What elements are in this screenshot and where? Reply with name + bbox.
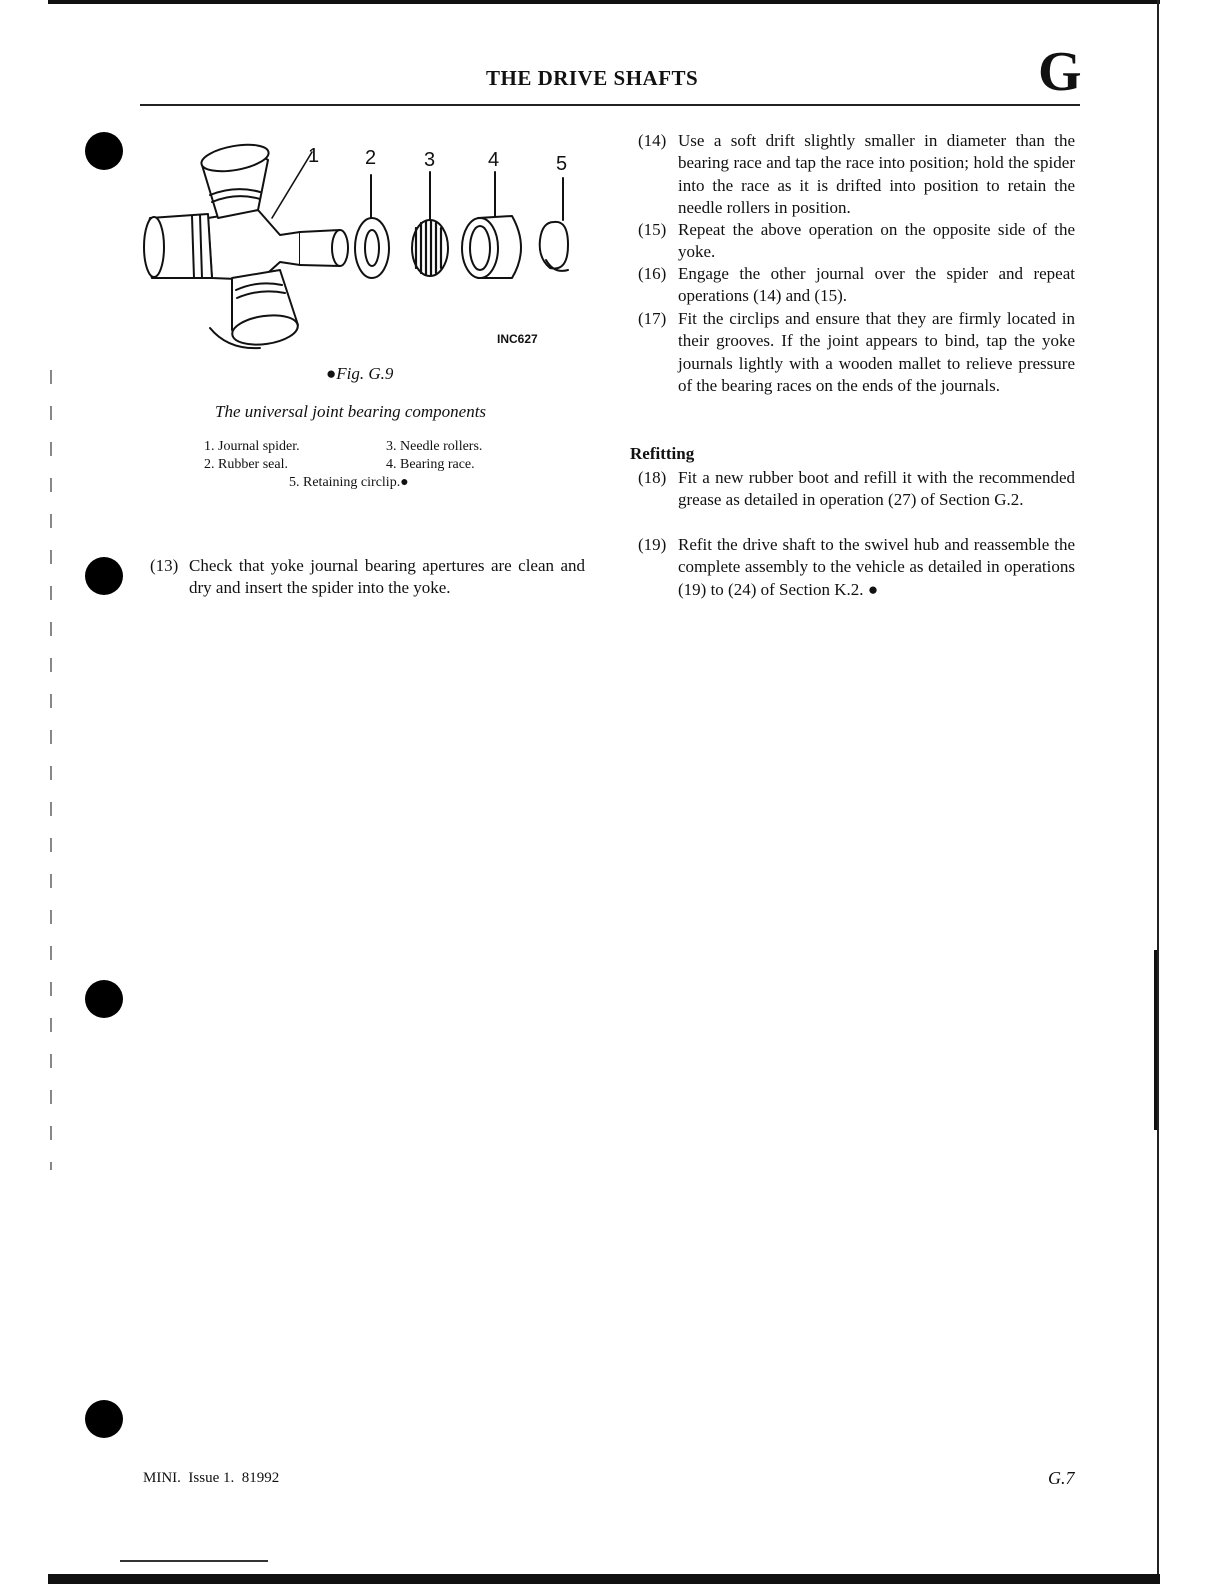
step-text: Check that yoke journal bearing apertures are clean and dry and insert the spider into the yoke. [189,556,585,598]
step-18 [638,467,1076,535]
callout-2: 2 [365,147,377,169]
step-number: (13) [150,556,179,575]
figure-ref-code: INC627 [497,332,538,346]
legend-item: 2. Rubber seal. [204,457,288,472]
footer-issue: MINI. Issue 1. 81992 [143,1470,280,1486]
legend-item: 4. Bearing race. [386,457,475,472]
margin-bullet-4 [85,1400,123,1438]
left-margin-ticks [50,370,52,1170]
step-13 [150,555,585,605]
step-15 [638,219,1076,265]
margin-bullet-3 [85,980,123,1018]
step-number: (15) [638,220,667,239]
bottom-rule [120,1560,268,1562]
section-letter: G [1038,41,1082,103]
header-rule [140,104,1080,106]
top-border [48,0,1160,4]
refitting-heading: Refitting [630,444,695,463]
callout-1: 1 [308,145,320,167]
step-19-text: Refit the drive shaft to the swivel hub and reassemble the complete assembly to the vehicle as detailed in operations (19) to (24) of Section K.2. [678,535,1075,599]
universal-joint-figure [140,140,568,355]
callout-4: 4 [488,149,500,171]
legend-item: 1. Journal spider. [204,439,300,454]
legend-item: 3. Needle rollers. [386,439,483,454]
callout-5: 5 [556,153,568,175]
caption-bullet-icon: ● [326,364,337,383]
step-text: Use a soft drift slightly smaller in diameter than the bearing race and tap the race into position; hold the spider into the race as it is drifted into position to retain the needle rollers in position. [678,131,1075,217]
step-14 [638,130,1076,222]
end-bullet-icon: ● [867,579,879,599]
step-number: (17) [638,309,667,328]
step-16 [638,263,1076,309]
step-text: Fit a new rubber boot and refill it with the recommended grease as detailed in operation (27) of Section G.2. [678,468,1075,510]
step-19 [638,534,1076,602]
step-text [678,534,1075,601]
page-number: G.7 [1048,1468,1075,1488]
step-number: (16) [638,264,667,283]
figure-caption-label: Fig. G.9 [336,364,394,383]
step-17 [638,308,1076,400]
step-text: Repeat the above operation on the opposite side of the yoke. [678,220,1075,262]
step-text: Fit the circlips and ensure that they are firmly located in their grooves. If the joint appears to bind, tap the yoke journals lightly with a wooden mallet to relieve pressure of the bearing races on the ends of the journals. [678,309,1075,395]
margin-bullet-2 [85,557,123,595]
legend-item [289,475,409,491]
step-number: (18) [638,468,667,487]
step-number: (19) [638,535,667,554]
margin-bullet-1 [85,132,123,170]
legend-item-text: 5. Retaining circlip. [289,475,401,490]
legend-bullet-icon: ● [400,475,409,490]
callout-3: 3 [424,149,436,171]
figure-caption [326,364,393,384]
figure-title: The universal joint bearing components [215,402,487,421]
step-number: (14) [638,131,667,150]
page-title: THE DRIVE SHAFTS [486,66,699,90]
right-border [1157,0,1159,1584]
step-text: Engage the other journal over the spider and repeat operations (14) and (15). [678,264,1075,306]
bottom-border [48,1574,1160,1584]
right-border-accent [1154,950,1157,1130]
